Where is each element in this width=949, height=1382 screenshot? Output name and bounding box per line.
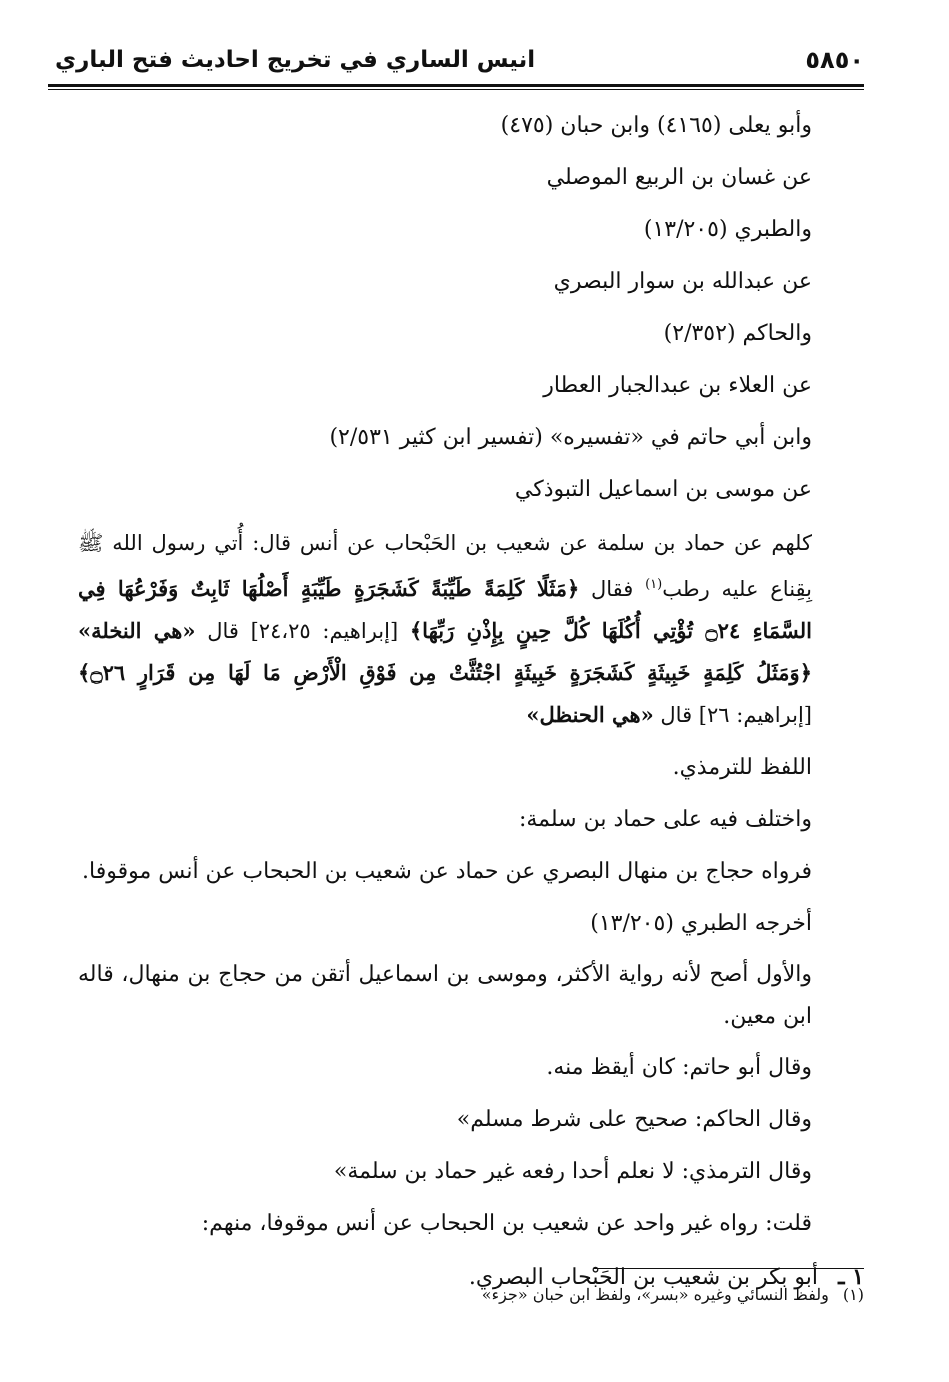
text-line: أخرجه الطبري (١٣/٢٠٥) — [590, 911, 812, 936]
hadith-narration — [78, 522, 864, 736]
verse-reference: [إبراهيم: ٢٤،٢٥] قال — [195, 619, 410, 643]
text-paragraph: والأول أصح لأنه رواية الأكثر، وموسى بن اسماعيل أتقن من حجاج بن منهال، قاله ابن معين. — [78, 962, 812, 1029]
book-title: انيس الساري في تخريج احاديث فتح الباري — [55, 47, 536, 73]
quran-verse: ﴿مَثَلًا كَلِمَةً طَيِّبَةً كَشَجَرَةٍ طَيِّبَةٍ أَصْلُهَا ثَابِتٌ وَفَرْعُهَا فِي السَّمَاءِ ۝٢٤ تُؤْتِي أُكُلَهَا كُلَّ حِينٍ بِإِذْنِ رَبِّهَا﴾ — [78, 576, 812, 643]
footnote-reference: (١) — [645, 577, 663, 592]
text-line: عن العلاء بن عبدالجبار العطار — [543, 373, 812, 398]
text-line: وقال الترمذي: لا نعلم أحدا رفعه غير حماد بن سلمة» — [333, 1159, 812, 1184]
text-line: اللفظ للترمذي. — [672, 755, 812, 780]
text-line: قلت: رواه غير واحد عن شعيب بن الحبحاب عن أنس موقوفا، منهم: — [201, 1211, 812, 1236]
page-number: ٥٨٥٠ — [805, 46, 864, 74]
text-line: وابن أبي حاتم في «تفسيره» (تفسير ابن كثير ٢/٥٣١) — [329, 425, 812, 450]
text-line: فرواه حجاج بن منهال البصري عن حماد عن شعيب بن الحبحاب عن أنس موقوفا. — [82, 859, 812, 884]
hadith-answer: «هي النخلة» — [78, 618, 196, 643]
narration-text: فقال — [579, 577, 646, 601]
text-line: وأبو يعلى (٤١٦٥) وابن حبان (٤٧٥) — [500, 113, 812, 138]
footnote — [78, 1282, 864, 1308]
list-number: ١ ـ — [838, 1264, 864, 1290]
page-header — [55, 40, 864, 80]
header-rule-thick — [48, 84, 864, 87]
footnote-marker: (١) — [842, 1285, 864, 1304]
text-line: وقال الحاكم: صحيح على شرط مسلم» — [456, 1107, 812, 1132]
text-line: عن غسان بن الربيع الموصلي — [546, 165, 812, 190]
text-line: والطبري (١٣/٢٠٥) — [643, 217, 812, 242]
list-text: أبو بكر بن شعيب بن الحَبْحاب البصري. — [468, 1265, 818, 1290]
header-rule-thin — [48, 89, 864, 90]
text-line: عن موسى بن اسماعيل التبوذكي — [514, 477, 812, 502]
text-line: وقال أبو حاتم: كان أيقظ منه. — [546, 1055, 812, 1080]
hadith-answer: «هي الحنظل» — [526, 702, 654, 727]
footnote-text: ولفظ النسائي وغيره «بسر»، ولفظ ابن حبان «جزء» — [481, 1285, 829, 1304]
quran-verse: ﴿وَمَثَلُ كَلِمَةٍ خَبِيثَةٍ كَشَجَرَةٍ خَبِيثَةٍ اجْتُثَّتْ مِن فَوْقِ الْأَرْضِ مَا لَهَا مِن قَرَارٍ ۝٢٦﴾ — [78, 660, 812, 685]
verse-reference: [إبراهيم: ٢٦] قال — [653, 703, 812, 727]
page-body — [78, 100, 864, 1304]
text-line: عن عبدالله بن سوار البصري — [553, 269, 812, 294]
footnote-divider — [594, 1268, 864, 1269]
text-line: واختلف فيه على حماد بن سلمة: — [518, 807, 812, 832]
narration-text: كلهم عن حماد بن سلمة عن شعيب بن الحَبْحاب عن أنس قال: أُتي رسول الله ﷺ بِقِناع عليه رطب — [78, 531, 813, 601]
text-line: والحاكم (٢/٣٥٢) — [663, 321, 812, 346]
